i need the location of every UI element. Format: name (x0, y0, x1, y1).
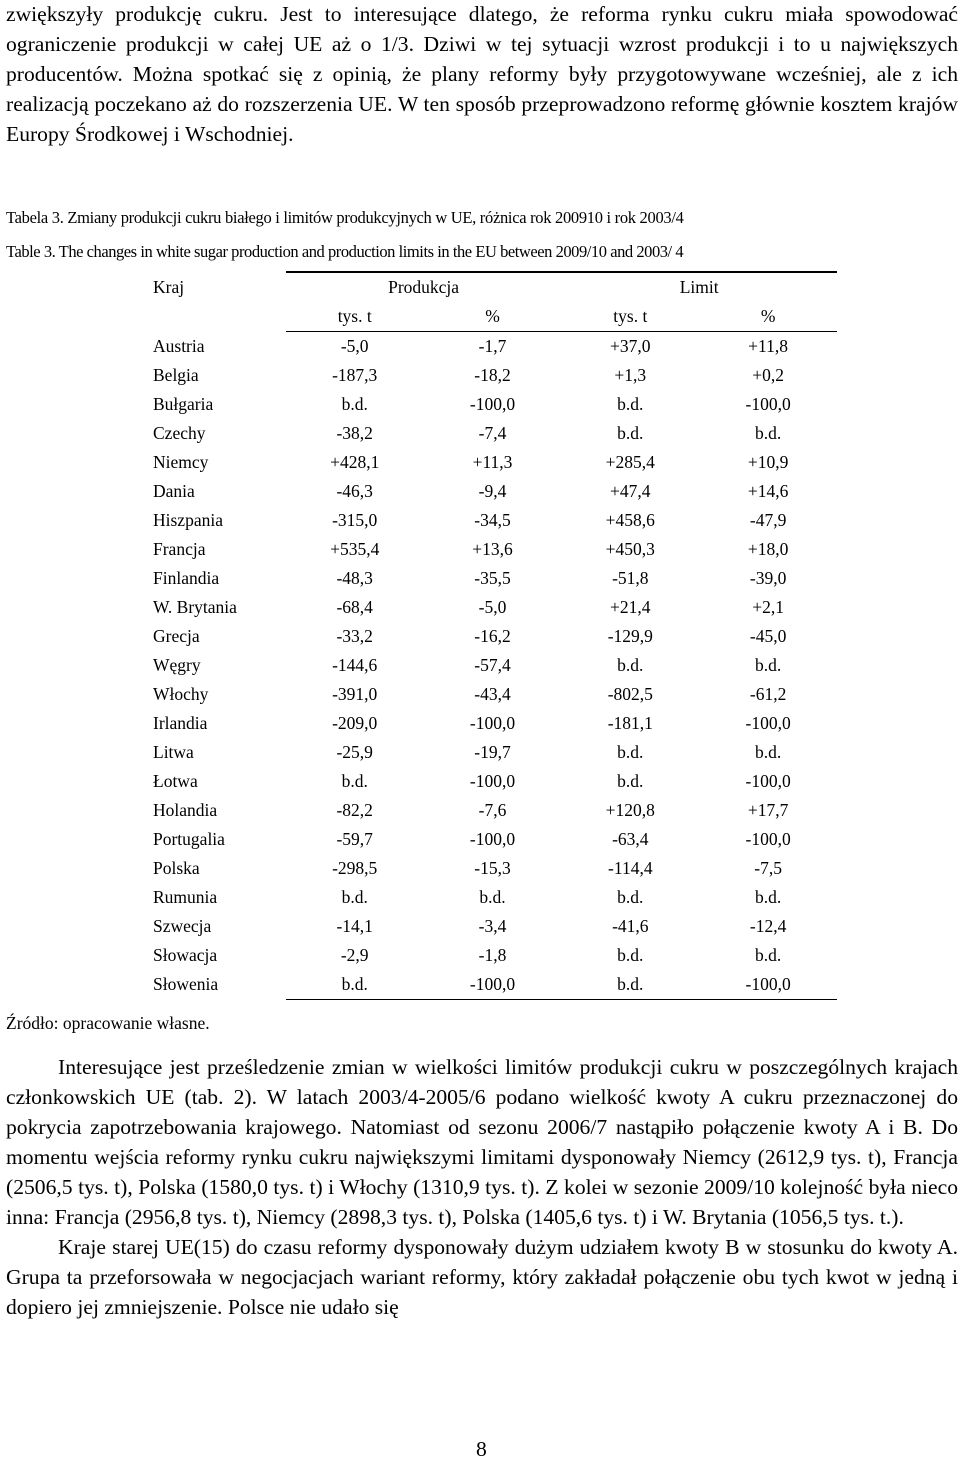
table-row (143, 709, 837, 738)
cell-limit-tons: b.d. (617, 394, 644, 414)
table-row (143, 622, 837, 651)
cell-limit-tons: +120,8 (605, 800, 655, 820)
cell-production-tons: -391,0 (332, 684, 378, 704)
cell-country: Irlandia (153, 713, 208, 733)
cell-limit-percent: -12,4 (749, 916, 787, 936)
cell-limit-tons: b.d. (617, 945, 644, 965)
cell-limit-tons: b.d. (617, 771, 644, 791)
cell-production-percent: -9,4 (478, 481, 507, 501)
cell-production-tons: -209,0 (332, 713, 378, 733)
cell-production-tons: +428,1 (330, 452, 380, 472)
cell-country: Szwecja (153, 916, 212, 936)
cell-production-tons: -25,9 (336, 742, 373, 762)
cell-limit-percent: +17,7 (747, 800, 789, 820)
cell-production-tons: -14,1 (336, 916, 373, 936)
cell-production-percent: -7,6 (478, 800, 507, 820)
table-row (143, 941, 837, 970)
cell-limit-percent: -100,0 (745, 771, 791, 791)
cell-production-percent: -100,0 (469, 829, 516, 849)
sugar-changes-table (143, 271, 837, 1000)
cell-limit-percent: b.d. (754, 742, 782, 762)
cell-limit-percent: -7,5 (754, 858, 782, 878)
cell-country: Włochy (153, 684, 209, 704)
header-limit: Limit (561, 272, 837, 302)
cell-production-percent: -1,8 (478, 945, 507, 965)
cell-production-percent: -19,7 (474, 742, 511, 762)
cell-limit-tons: +450,3 (605, 539, 655, 559)
table-row (143, 477, 837, 506)
cell-production-tons: +535,4 (330, 539, 380, 559)
intro-paragraph: zwiększyły produkcję cukru. Jest to interesujące dlatego, że reforma rynku cukru miała spowodować ograniczenie produkcji w całej UE aż o 1/3. Dziwi w tej sytuacji wzrost produkcji i to u największych producentów. Można spotkać się z opinią, że plany reformy były przygotowywane wcześniej, ale z ich realizacją poczekano aż do rozszerzenia UE. W ten sposób przeprowadzono reformę głównie kosztem krajów Europy Środkowej i Wschodniej. (6, 2, 958, 146)
cell-limit-percent: -100,0 (745, 829, 791, 849)
cell-production-tons: -46,3 (336, 481, 373, 501)
cell-limit-percent: -61,2 (749, 684, 787, 704)
cell-production-percent: -5,0 (478, 597, 507, 617)
header-limit-tons: tys. t (561, 302, 699, 332)
table-row (143, 767, 837, 796)
cell-limit-percent: +10,9 (747, 452, 789, 472)
cell-limit-tons: -802,5 (607, 684, 653, 704)
table-caption-polish: Tabela 3. Zmiany produkcji cukru białego i limitów produkcyjnych w UE, różnica rok 200910 i rok 2003/4 (6, 208, 684, 227)
cell-production-percent: +13,6 (472, 539, 513, 559)
cell-country: Niemcy (153, 452, 209, 472)
cell-limit-tons: -41,6 (612, 916, 649, 936)
table-row (143, 854, 837, 883)
table-caption-english: Table 3. The changes in white sugar production and production limits in the EU between 2009/10 and 2003/ 4 (6, 242, 684, 261)
cell-production-tons: -38,2 (336, 423, 373, 443)
cell-production-percent: -18,2 (474, 365, 511, 385)
cell-production-tons: -187,3 (332, 365, 378, 385)
cell-limit-percent: b.d. (754, 423, 782, 443)
table-row (143, 419, 837, 448)
cell-production-tons: b.d. (341, 887, 368, 907)
cell-country: Rumunia (153, 887, 218, 907)
cell-production-tons: -315,0 (332, 510, 378, 530)
cell-production-tons: -298,5 (332, 858, 378, 878)
cell-limit-percent: -45,0 (749, 626, 787, 646)
cell-limit-percent: +0,2 (752, 365, 784, 385)
table-row (143, 738, 837, 767)
cell-limit-tons: b.d. (617, 655, 644, 675)
cell-country: Bułgaria (153, 394, 214, 414)
cell-production-tons: -5,0 (340, 336, 369, 356)
source-note: Źródło: opracowanie własne. (6, 1013, 210, 1033)
cell-country: Belgia (153, 365, 199, 385)
cell-limit-percent: -100,0 (745, 713, 791, 733)
cell-production-percent: -3,4 (478, 916, 507, 936)
cell-limit-tons: b.d. (617, 423, 644, 443)
cell-limit-tons: -63,4 (612, 829, 649, 849)
cell-country: Węgry (153, 655, 201, 675)
cell-production-tons: -48,3 (336, 568, 373, 588)
header-production: Produkcja (286, 272, 562, 302)
cell-production-percent: -15,3 (474, 858, 511, 878)
cell-production-percent: -43,4 (474, 684, 511, 704)
cell-limit-tons: -129,9 (607, 626, 653, 646)
cell-limit-percent: -39,0 (749, 568, 787, 588)
header-country: Kraj (153, 276, 185, 297)
table-row (143, 970, 837, 1000)
cell-country: Słowacja (153, 945, 218, 965)
table-header-row (143, 272, 837, 302)
cell-limit-tons: b.d. (561, 970, 699, 1000)
table-row (143, 535, 837, 564)
table-row (143, 390, 837, 419)
cell-country: Portugalia (153, 829, 225, 849)
header-country-empty (143, 302, 286, 332)
cell-production-percent: -35,5 (474, 568, 511, 588)
page-number: 8 (476, 1437, 487, 1461)
cell-production-tons: b.d. (286, 970, 424, 1000)
cell-limit-percent: -100,0 (745, 394, 791, 414)
header-limit-percent: % (699, 302, 837, 332)
cell-country: Dania (153, 481, 195, 501)
paragraph-limits: Interesujące jest prześledzenie zmian w wielkości limitów produkcji cukru w poszczególnych krajach członkowskich UE (tab. 2). W latach 2003/4-2005/6 podano wielkość kwoty A cukru przeznaczonej do pokrycia zapotrzebowania krajowego. Natomiast od sezonu 2006/7 nastąpiło połączenie kwoty A i B. Do momentu wejścia reformy rynku cukru największymi limitami dysponowały Niemcy (2612,9 tys. t), Francja (2506,5 tys. t), Polska (1580,0 tys. t) i Włochy (1310,9 tys. t). Z kolei w sezonie 2009/10 kolejność była nieco inna: Francja (2956,8 tys. t), Niemcy (2898,3 tys. t), Polska (1405,6 tys. t) i W. Brytania (1056,5 tys. t.). (6, 1055, 958, 1229)
cell-country: Łotwa (153, 771, 198, 791)
paragraph-old-eu: Kraje starej UE(15) do czasu reformy dysponowały dużym udziałem kwoty B w stosunku do kwoty A. Grupa ta przeforsowała w negocjacjach wariant reformy, który zakładał połączenie obu tych kwot w jedną i dopiero jej zmniejszenie. Polsce nie udało się (6, 1235, 958, 1319)
cell-country: Litwa (153, 742, 194, 762)
cell-production-percent: -16,2 (474, 626, 511, 646)
cell-production-percent: -100,0 (424, 970, 562, 1000)
table-row (143, 332, 837, 362)
cell-limit-percent: -47,9 (749, 510, 787, 530)
cell-country: Grecja (153, 626, 200, 646)
cell-country: Holandia (153, 800, 218, 820)
body-text (6, 1052, 958, 1322)
cell-limit-tons: +285,4 (605, 452, 655, 472)
cell-production-percent: -100,0 (469, 394, 516, 414)
header-production-percent: % (424, 302, 562, 332)
cell-limit-percent: +11,8 (748, 336, 789, 356)
cell-limit-percent: +18,0 (747, 539, 789, 559)
cell-production-tons: b.d. (341, 771, 368, 791)
cell-limit-tons: -114,4 (608, 858, 653, 878)
table-row (143, 506, 837, 535)
table-body (143, 332, 837, 1000)
cell-production-percent: -1,7 (478, 336, 507, 356)
table-row (143, 825, 837, 854)
cell-country: Czechy (153, 423, 206, 443)
table-row (143, 796, 837, 825)
cell-country: Słowenia (153, 974, 219, 995)
cell-production-percent: b.d. (479, 887, 506, 907)
cell-country: Hiszpania (153, 510, 223, 530)
cell-limit-tons: +47,4 (610, 481, 651, 501)
cell-limit-tons: +1,3 (614, 365, 647, 385)
table-row (143, 593, 837, 622)
cell-country: Austria (153, 335, 205, 356)
cell-country: Finlandia (153, 568, 220, 588)
cell-limit-percent: +2,1 (752, 597, 784, 617)
cell-production-tons: -2,9 (340, 945, 369, 965)
cell-production-percent: -7,4 (478, 423, 507, 443)
cell-limit-tons: +458,6 (605, 510, 655, 530)
cell-limit-percent: +14,6 (747, 481, 789, 501)
table-row (143, 883, 837, 912)
table-row (143, 651, 837, 680)
cell-limit-percent: b.d. (754, 887, 782, 907)
header-production-tons: tys. t (286, 302, 424, 332)
table-row (143, 361, 837, 390)
cell-limit-percent: b.d. (754, 655, 782, 675)
table-row (143, 448, 837, 477)
cell-limit-tons: +21,4 (610, 597, 651, 617)
cell-production-percent: +11,3 (472, 452, 513, 472)
cell-production-tons: -33,2 (336, 626, 373, 646)
cell-limit-tons: b.d. (617, 887, 644, 907)
cell-production-tons: -144,6 (332, 655, 378, 675)
cell-production-tons: -68,4 (336, 597, 373, 617)
table-row (143, 912, 837, 941)
cell-production-tons: -82,2 (336, 800, 373, 820)
table-row (143, 564, 837, 593)
table-unit-row (143, 302, 837, 332)
cell-production-tons: -59,7 (336, 829, 373, 849)
cell-limit-percent: -100,0 (699, 970, 837, 1000)
cell-limit-tons: -51,8 (612, 568, 649, 588)
cell-country: Francja (153, 539, 206, 559)
cell-production-percent: -100,0 (469, 771, 516, 791)
cell-production-percent: -100,0 (469, 713, 516, 733)
cell-production-percent: -34,5 (474, 510, 511, 530)
cell-production-percent: -57,4 (474, 655, 511, 675)
cell-limit-tons: b.d. (617, 742, 644, 762)
cell-limit-tons: +37,0 (610, 336, 651, 356)
cell-limit-percent: b.d. (754, 945, 782, 965)
cell-limit-tons: -181,1 (607, 713, 653, 733)
cell-country: Polska (153, 858, 200, 878)
cell-production-tons: b.d. (341, 394, 368, 414)
table-row (143, 680, 837, 709)
cell-country: W. Brytania (153, 597, 237, 617)
